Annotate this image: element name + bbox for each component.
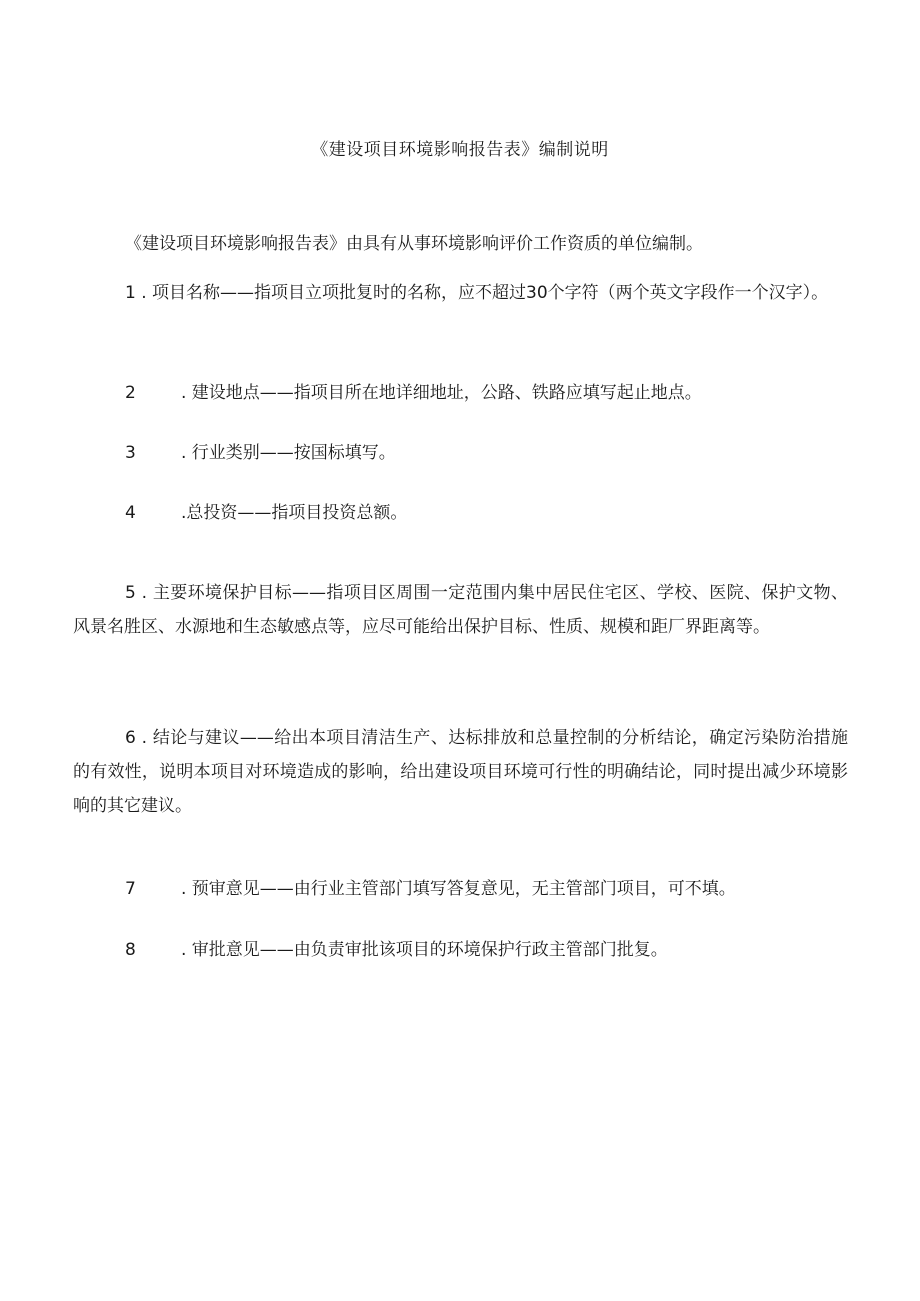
item-6-paragraph: 6 . 结论与建议——给出本项目清洁生产、达标排放和总量控制的分析结论，确定污染防治措施的有效性，说明本项目对环境造成的影响，给出建设项目环境可行性的明确结论，同时提出减少环境影响的其它建议。 [73, 728, 848, 816]
item-2-text: . 建设地点——指项目所在地详细地址，公路、铁路应填写起止地点。 [181, 383, 702, 403]
intro-paragraph: 《建设项目环境影响报告表》由具有从事环境影响评价工作资质的单位编制。 [125, 234, 703, 254]
item-5-paragraph: 5 . 主要环境保护目标——指项目区周围一定范围内集中居民住宅区、学校、医院、保护文物、风景名胜区、水源地和生态敏感点等，应尽可能给出保护目标、性质、规模和距厂界距离等。 [73, 583, 848, 637]
item-1-paragraph: 1 . 项目名称——指项目立项批复时的名称，应不超过30个字符（两个英文字段作一个汉字）。 [125, 283, 829, 303]
item-4-text: .总投资——指项目投资总额。 [181, 503, 408, 523]
item-2-number: 2 [125, 383, 136, 403]
item-2 [125, 376, 702, 410]
item-7-number: 7 [125, 879, 136, 899]
item-8-text: . 审批意见——由负责审批该项目的环境保护行政主管部门批复。 [181, 940, 668, 960]
item-4-number: 4 [125, 503, 136, 523]
item-8-number: 8 [125, 940, 136, 960]
item-3 [125, 436, 396, 470]
item-4 [125, 496, 407, 530]
document-title: 《建设项目环境影响报告表》编制说明 [311, 140, 609, 160]
item-8 [125, 933, 668, 967]
item-3-number: 3 [125, 443, 136, 463]
item-3-text: . 行业类别——按国标填写。 [181, 443, 396, 463]
item-7 [125, 872, 736, 906]
item-7-text: . 预审意见——由行业主管部门填写答复意见，无主管部门项目，可不填。 [181, 879, 736, 899]
